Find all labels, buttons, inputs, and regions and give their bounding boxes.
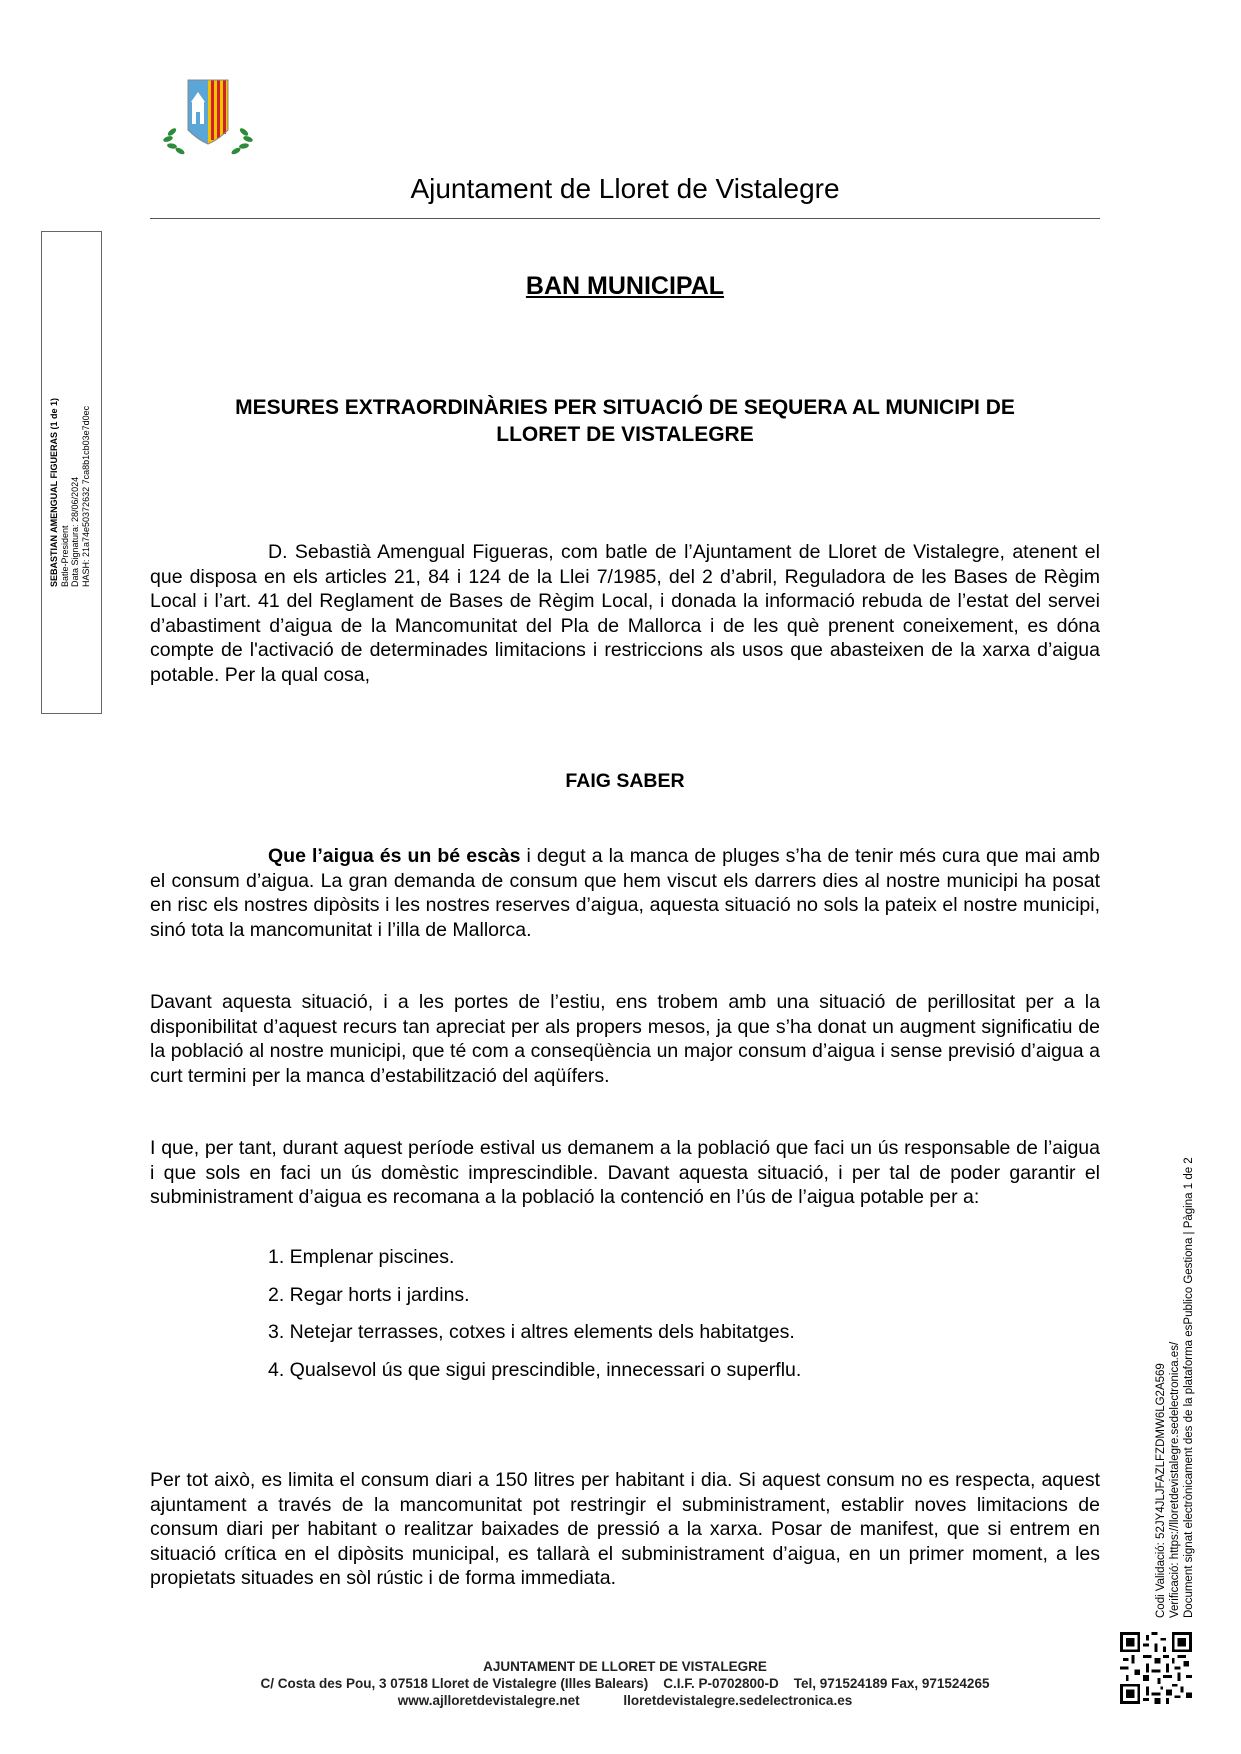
qr-code-icon[interactable] bbox=[1120, 1632, 1192, 1704]
signature-date: Data Signatura: 28/06/2024 bbox=[70, 476, 80, 587]
signer-name: SEBASTIAN AMENGUAL FIGUERAS (1 de 1) bbox=[49, 397, 59, 587]
footer-contact-line bbox=[150, 1675, 1100, 1692]
electronic-signature-note: Document signat electrònicament des de la plataforma esPublico Gestiona | Pàgina 1 de 2 bbox=[1183, 1157, 1195, 1618]
intro-text: D. Sebastià Amengual Figueras, com batle de l’Ajuntament de Lloret de Vistalegre, atenent el que disposa en els articles 21, 84 i 124 de la Llei 7/1985, del 2 d’abril, Reguladora de les Bases de Règim Local i l’art. 41 del Reglament de Bases de Règim Local, i donada la informació rebuda de l’estat del servei d’abastiment d’aigua de la Mancomunitat del Pla de Mallorca i de les què prenent coneixement, es dóna compte de l'activació de determinades limitacions i restriccions als usos que abasteixen de la xarxa d’aigua potable. Per la qual cosa, bbox=[150, 541, 1100, 686]
signer-role: Batle-President bbox=[59, 525, 70, 587]
org-title: Ajuntament de Lloret de Vistalegre bbox=[410, 173, 840, 204]
restricted-uses-list bbox=[268, 1245, 801, 1395]
footer-phone: Tel, 971524189 Fax, 971524265 bbox=[793, 1676, 990, 1691]
footer-web-line bbox=[150, 1692, 1100, 1709]
subtitle-line-1: MESURES EXTRAORDINÀRIES PER SITUACIÓ DE SEQUERA AL MUNICIPI DE bbox=[235, 396, 1015, 419]
verification-url[interactable]: Verificació: https://lloretdevistalegre.sedelectronica.es/ bbox=[1169, 1341, 1181, 1618]
document-title: BAN MUNICIPAL bbox=[525, 272, 725, 300]
list-item: 4. Qualsevol ús que sigui prescindible, innecessari o superflu. bbox=[268, 1358, 802, 1381]
municipal-coat-of-arms-logo bbox=[158, 72, 258, 162]
list-item: 1. Emplenar piscines. bbox=[268, 1246, 455, 1268]
water-scarce-paragraph bbox=[150, 844, 1100, 942]
situation-paragraph: Davant aquesta situació, i a les portes de l’estiu, ens trobem amb una situació de perillositat per a la disponibilitat d’aquest recurs tan apreciat per als propers mesos, ja que s’ha donat un augment significatiu de la població al nostre municipi, que té com a conseqüència un major consum d’aigua i sense previsió d’aigua a curt termini per la manca d’estabilització del aqüífers. bbox=[150, 991, 1100, 1087]
water-scarce-bold: Que l’aigua és un bé escàs bbox=[268, 845, 521, 867]
consumption-limit-paragraph: Per tot això, es limita el consum diari a 150 litres per habitant i dia. Si aquest consum no es respecta, aquest ajuntament a través de la mancomunitat pot restringir el subministrament, establir noves limitacions de consum diari per habitant o realitzar baixades de pressió a la xarxa. Posar de manifest, que si entrem en situació crítica en el dipòsits municipal, es tallarà el subministrament d’aigua, en un primer moment, a les propietats situades en sòl rústic i de forma immediata. bbox=[150, 1469, 1100, 1589]
signature-hash: HASH: 21a74e50372632 7ca8b1cb03e7d0ec bbox=[80, 405, 91, 587]
signature-text bbox=[49, 367, 91, 587]
footer-org: AJUNTAMENT DE LLORET DE VISTALEGRE bbox=[483, 1659, 767, 1674]
list-item: 3. Netejar terrasses, cotxes i altres elements dels habitatges. bbox=[268, 1321, 795, 1343]
intro-paragraph bbox=[150, 540, 1100, 687]
verification-text bbox=[1154, 1098, 1196, 1618]
footer-address: C/ Costa des Pou, 3 07518 Lloret de Vistalegre (Illes Balears) bbox=[260, 1676, 649, 1691]
list-item: 2. Regar horts i jardins. bbox=[268, 1283, 470, 1306]
title-divider bbox=[150, 218, 1100, 219]
footer-sede-link[interactable]: lloretdevistalegre.sedelectronica.es bbox=[623, 1693, 853, 1708]
validation-code: Codi Validació: 52JY4JLJFAZLFZDMW6LG2A569 bbox=[1155, 1363, 1167, 1618]
faig-saber-heading: FAIG SABER bbox=[565, 770, 685, 792]
water-scarce-text: i degut a la manca de pluges s’ha de tenir més cura que mai amb el consum d’aigua. La gran demanda de consum que hem viscut els darrers dies al nostre municipi ha posat en risc els nostres dipòsits i les nostres reserves d’aigua, aquesta situació no sols la pateix el nostre municipi, sinó tota la mancomunitat i l’illa de Mallorca. bbox=[150, 845, 1100, 941]
footer-cif: C.I.F. P-0702800-D bbox=[663, 1676, 779, 1691]
responsible-use-paragraph: I que, per tant, durant aquest període estival us demanem a la població que faci un ús responsable de l’aigua i que sols en faci un ús domèstic imprescindible. Davant aquesta situació, i per tal de poder garantir el subministrament d’aigua es recomana a la població la contenció en l’ús de l’aigua potable per a: bbox=[150, 1137, 1100, 1208]
document-subtitle bbox=[150, 394, 1100, 448]
footer-website-link[interactable]: www.ajlloretdevistalegre.net bbox=[397, 1693, 580, 1708]
subtitle-line-2: LLORET DE VISTALEGRE bbox=[496, 423, 754, 446]
footer bbox=[150, 1658, 1100, 1709]
